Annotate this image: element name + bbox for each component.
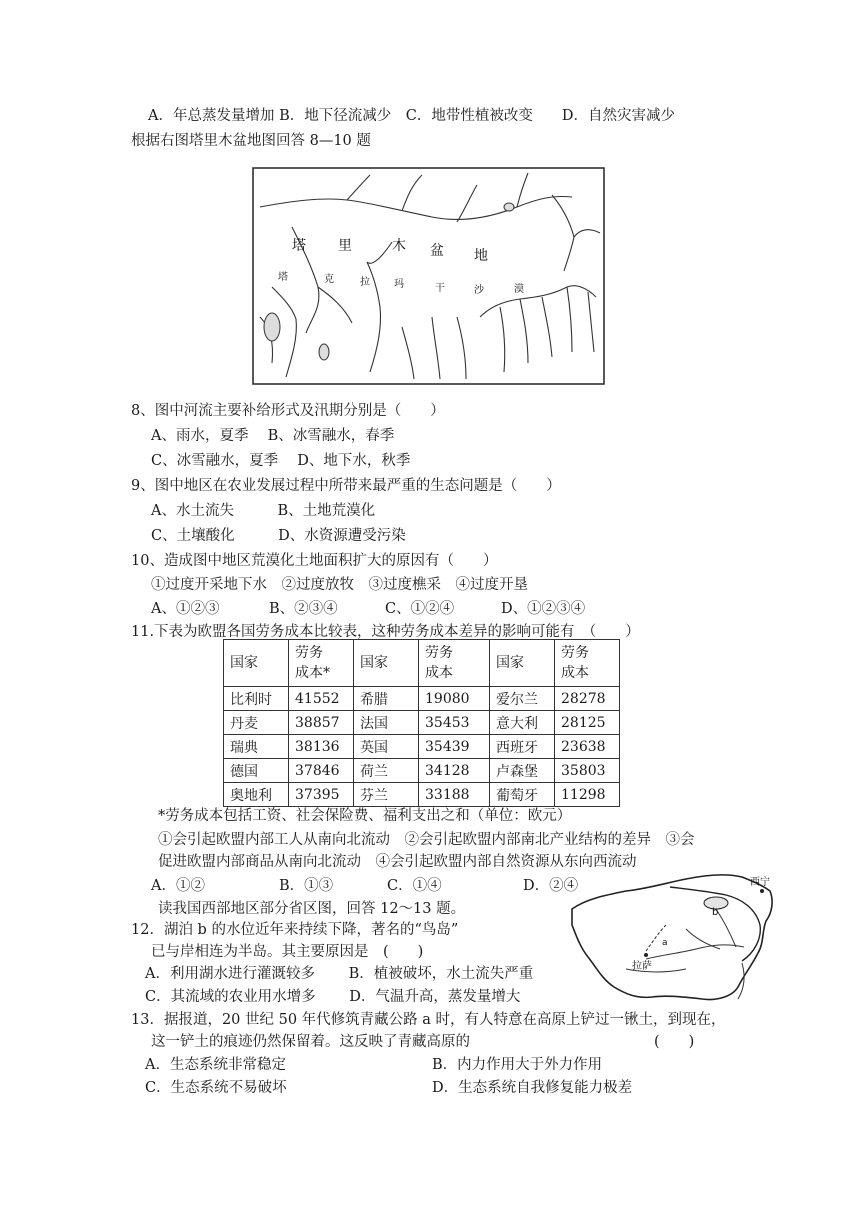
- table-cell: 荷兰: [354, 759, 419, 783]
- table-cell: 19080: [419, 687, 490, 711]
- q13-option-c: C．生态系统不易破坏: [145, 1080, 287, 1096]
- q8-stem: 8、图中河流主要补给形式及汛期分别是（ ）: [131, 403, 445, 419]
- tarim-basin-map: [252, 167, 605, 385]
- table-row: [224, 735, 620, 759]
- table-cell: 33188: [419, 783, 490, 807]
- map-label: 拉: [360, 277, 370, 288]
- table-cell: 35439: [419, 735, 490, 759]
- q11-stem: 11.下表为欧盟各国劳务成本比较表，这种劳务成本差异的影响可能有 （ ）: [131, 624, 640, 640]
- table-header-cell: 劳务 成本: [419, 640, 490, 687]
- q11-statements-2: 促进欧盟内部商品从南向北流动 ④会引起欧盟内部自然资源从东向西流动: [158, 854, 637, 870]
- label-lhasa: 拉萨: [632, 961, 652, 972]
- table-cell: 23638: [555, 735, 620, 759]
- table-cell: 37395: [289, 783, 354, 807]
- q11-statements-1: ①会引起欧盟内部工人从南向北流动 ②会引起欧盟内部南北产业结构的差异 ③会: [158, 832, 695, 848]
- table-cell: 28125: [555, 711, 620, 735]
- table-cell: 41552: [289, 687, 354, 711]
- q12-stem-1: 12．湖泊 b 的水位近年来持续下降，著名的“鸟岛”: [131, 922, 459, 938]
- section-intro-tarim: 根据右图塔里木盆地图回答 8—10 题: [131, 133, 371, 149]
- q9-stem: 9、图中地区在农业发展过程中所带来最严重的生态问题是（ ）: [131, 478, 561, 494]
- table-cell: 德国: [224, 759, 289, 783]
- lhasa-dot: [644, 953, 648, 957]
- q11-option-b: B．①③: [279, 878, 334, 894]
- table-header-row: [224, 640, 620, 687]
- table-cell: 38136: [289, 735, 354, 759]
- q10-option-d: D、①②③④: [501, 601, 586, 617]
- table-cell: 37846: [289, 759, 354, 783]
- table-row: [224, 711, 620, 735]
- table-cell: 法国: [354, 711, 419, 735]
- western-provinces-map: [566, 869, 778, 1007]
- q9-options-2: C、土壤酸化 D、水资源遭受污染: [151, 528, 406, 544]
- table-cell: 11298: [555, 783, 620, 807]
- table-cell: 奥地利: [224, 783, 289, 807]
- table-cell: 西班牙: [490, 735, 555, 759]
- map-label: 里: [338, 238, 352, 254]
- label-xining: 西宁: [750, 877, 770, 888]
- table-cell: 希腊: [354, 687, 419, 711]
- table-cell: 比利时: [224, 687, 289, 711]
- table-header-cell: 国家: [354, 640, 419, 687]
- table-cell: 丹麦: [224, 711, 289, 735]
- q12-stem-2: 已与岸相连为半岛。其主要原因是 ( ): [151, 944, 424, 960]
- xining-dot: [760, 889, 764, 893]
- q10-option-a: A、①②③: [151, 601, 220, 617]
- table-cell: 葡萄牙: [490, 783, 555, 807]
- map-label: 玛: [394, 279, 404, 290]
- section-intro-west: 读我国西部地区部分省区图，回答 12～13 题。: [158, 901, 466, 917]
- q11-option-d: D．②④: [523, 878, 579, 894]
- q13-answer-bracket: ( ): [654, 1034, 695, 1050]
- q12-options-2: C．其流域的农业用水增多 D．气温升高，蒸发量增大: [145, 989, 521, 1005]
- table-row: [224, 759, 620, 783]
- table-header-cell: 劳务 成本: [555, 640, 620, 687]
- table-cell: 35453: [419, 711, 490, 735]
- table-cell: 38857: [289, 711, 354, 735]
- label-lake-b: b: [712, 907, 719, 918]
- labor-cost-table: [223, 639, 620, 807]
- map-label: 塔: [292, 238, 306, 254]
- q10-option-b: B、②③④: [269, 601, 338, 617]
- table-header-cell: 劳务 成本*: [289, 640, 354, 687]
- table-row: [224, 687, 620, 711]
- q10-option-c: C、①②④: [385, 601, 455, 617]
- table-cell: 意大利: [490, 711, 555, 735]
- table-row: [224, 783, 620, 807]
- q13-option-d: D．生态系统自我修复能力极差: [432, 1080, 633, 1096]
- map-label: 地: [474, 248, 488, 264]
- region-outline: [572, 875, 772, 1000]
- table-cell: 卢森堡: [490, 759, 555, 783]
- map-label: 克: [324, 274, 334, 285]
- q8-options-2: C、冰雪融水，夏季 D、地下水，秋季: [151, 453, 411, 469]
- table-header-cell: 国家: [224, 640, 289, 687]
- map-label: 木: [392, 238, 406, 254]
- q13-stem-2: 这一铲土的痕迹仍然保留着。这反映了青藏高原的: [151, 1034, 470, 1050]
- table-cell: 芬兰: [354, 783, 419, 807]
- map-label: 塔: [278, 272, 288, 283]
- q11-option-c: C．①④: [387, 878, 442, 894]
- table-cell: 34128: [419, 759, 490, 783]
- q13-option-a: A．生态系统非常稳定: [145, 1057, 286, 1073]
- q13-option-b: B．内力作用大于外力作用: [432, 1057, 603, 1073]
- map-label: 沙: [474, 285, 484, 296]
- map-label: 漠: [514, 284, 524, 295]
- table-cell: 35803: [555, 759, 620, 783]
- table-cell: 爱尔兰: [490, 687, 555, 711]
- q12-options-1: A．利用湖水进行灌溉较多 B．植被破坏，水土流失严重: [145, 966, 534, 982]
- label-road-a: a: [662, 938, 668, 948]
- map-label: 盆: [430, 243, 444, 259]
- q11-table-note: *劳务成本包括工资、社会保险费、福利支出之和（单位：欧元）: [158, 808, 572, 824]
- q11-option-a: A．①②: [151, 878, 205, 894]
- table-cell: 28278: [555, 687, 620, 711]
- q10-stem: 10、造成图中地区荒漠化土地面积扩大的原因有（ ）: [131, 553, 498, 569]
- q13-stem-1: 13．据报道，20 世纪 50 年代修筑青藏公路 a 时，有人特意在高原上铲过一锹土，到现在，: [131, 1012, 726, 1028]
- table-cell: 英国: [354, 735, 419, 759]
- q10-reasons: ①过度开采地下水 ②过度放牧 ③过度樵采 ④过度开垦: [151, 577, 528, 593]
- q8-options-1: A、雨水，夏季 B、冰雪融水，春季: [151, 428, 395, 444]
- table-header-cell: 国家: [490, 640, 555, 687]
- map-label: 干: [435, 283, 445, 294]
- q9-options-1: A、水土流失 B、土地荒漠化: [151, 503, 376, 519]
- q7-options: A．年总蒸发量增加 B．地下径流减少 C．地带性植被改变 D．自然灾害减少: [148, 108, 675, 124]
- table-cell: 瑞典: [224, 735, 289, 759]
